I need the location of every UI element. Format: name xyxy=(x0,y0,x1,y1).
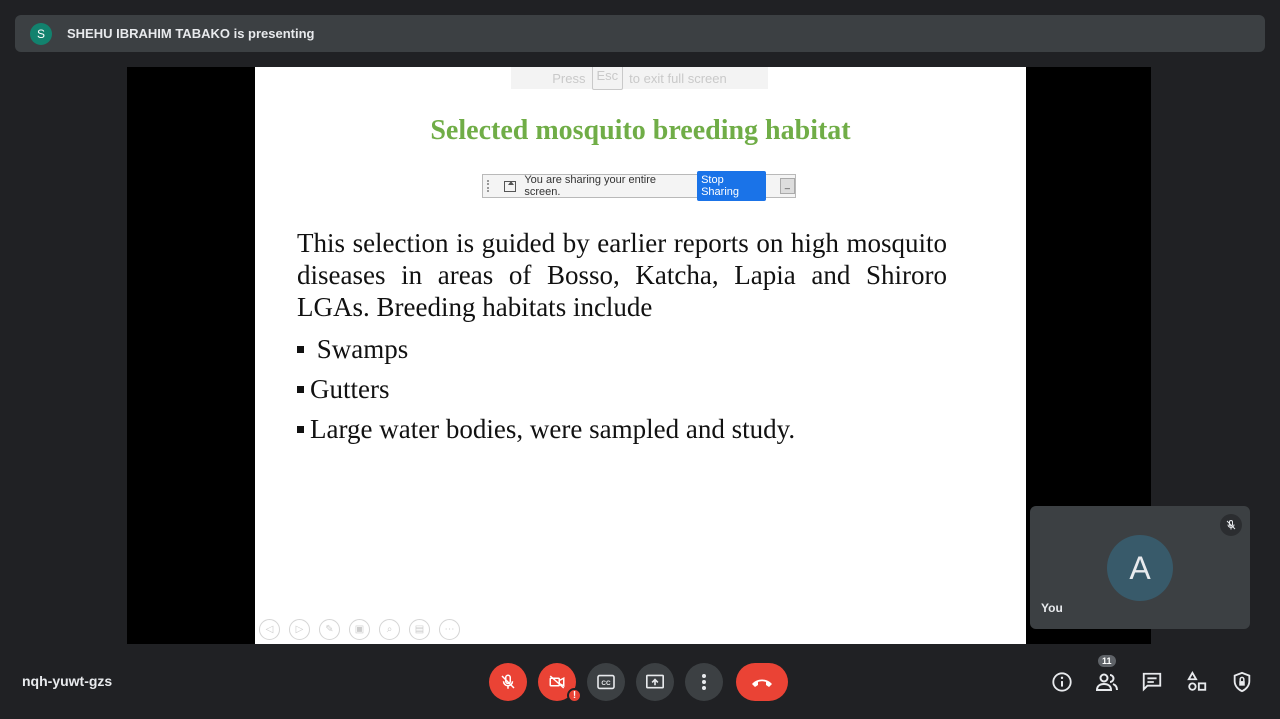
people-icon xyxy=(1095,671,1119,693)
pen-icon[interactable]: ✎ xyxy=(319,619,340,640)
shared-slide xyxy=(255,67,1026,644)
self-video-tile[interactable] xyxy=(1030,506,1250,629)
slide-paragraph: This selection is guided by earlier reports on high mosquito diseases in areas of Bosso, Katcha, Lapia and Shiroro LGAs. Breeding habitats include xyxy=(297,228,947,322)
subtitles-icon[interactable]: ▤ xyxy=(409,619,430,640)
bullet-square-icon xyxy=(297,386,304,393)
camera-warning-icon: ! xyxy=(567,688,582,703)
bullet-item xyxy=(297,373,947,405)
more-options-icon[interactable]: ⋯ xyxy=(439,619,460,640)
present-screen-button[interactable] xyxy=(636,663,674,701)
mic-off-icon xyxy=(499,673,517,691)
svg-text:CC: CC xyxy=(601,680,611,688)
vertical-dots-icon xyxy=(701,673,707,691)
side-controls xyxy=(1048,656,1255,695)
drag-handle-icon[interactable] xyxy=(487,180,492,192)
camera-off-button[interactable] xyxy=(538,663,576,701)
hint-press: Press xyxy=(552,70,586,86)
meeting-details-button[interactable] xyxy=(1048,668,1075,695)
leave-call-button[interactable] xyxy=(736,663,788,701)
captions-button[interactable] xyxy=(587,663,625,701)
more-options-button[interactable] xyxy=(685,663,723,701)
bullet-item xyxy=(297,413,947,445)
activities-shapes-icon xyxy=(1186,671,1208,693)
host-controls-button[interactable] xyxy=(1228,668,1255,695)
presenter-label: SHEHU IBRAHIM TABAKO is presenting xyxy=(67,26,315,41)
share-screen-icon xyxy=(504,181,516,192)
activities-button[interactable] xyxy=(1183,668,1210,695)
meeting-code: nqh-yuwt-gzs xyxy=(22,673,113,689)
bullet-square-icon xyxy=(297,426,304,433)
chat-button[interactable] xyxy=(1138,668,1165,695)
self-label: You xyxy=(1041,601,1063,615)
bullet-text: Large water bodies, were sampled and study. xyxy=(310,414,796,444)
call-controls xyxy=(489,663,788,701)
minimize-toolbar-button[interactable]: _ xyxy=(780,178,795,194)
next-slide-icon[interactable]: ▷ xyxy=(289,619,310,640)
people-button[interactable] xyxy=(1093,656,1120,695)
presentation-stage xyxy=(127,67,1151,644)
camera-off-icon xyxy=(547,673,567,691)
presenter-banner xyxy=(15,15,1265,52)
slideshow-nav xyxy=(259,619,460,640)
stop-sharing-button[interactable]: Stop Sharing xyxy=(697,171,766,201)
screen-share-toolbar xyxy=(482,174,796,198)
fullscreen-hint xyxy=(511,67,768,89)
zoom-icon[interactable]: ⌕ xyxy=(379,619,400,640)
muted-mic-icon xyxy=(1220,514,1242,536)
bullet-list xyxy=(297,333,947,445)
microphone-off-button[interactable] xyxy=(489,663,527,701)
bullet-square-icon xyxy=(297,346,304,353)
hint-exit: to exit full screen xyxy=(629,70,727,86)
hang-up-icon xyxy=(750,676,774,688)
share-message: You are sharing your entire screen. xyxy=(524,174,657,198)
people-count-badge: 11 xyxy=(1098,655,1116,667)
slide-body xyxy=(297,227,947,453)
present-icon xyxy=(645,673,665,691)
slides-grid-icon[interactable]: ▣ xyxy=(349,619,370,640)
captions-icon xyxy=(596,674,616,690)
bullet-text: Gutters xyxy=(310,374,390,404)
bullet-text: Swamps xyxy=(316,334,409,364)
chat-icon xyxy=(1141,671,1163,693)
previous-slide-icon[interactable]: ◁ xyxy=(259,619,280,640)
bullet-item xyxy=(297,333,947,365)
hint-esc-key: Esc xyxy=(592,67,624,90)
presenter-avatar: S xyxy=(30,23,52,45)
self-avatar: A xyxy=(1107,535,1173,601)
slide-title: Selected mosquito breeding habitat xyxy=(430,115,851,146)
info-icon xyxy=(1051,671,1073,693)
shield-lock-icon xyxy=(1231,671,1253,693)
